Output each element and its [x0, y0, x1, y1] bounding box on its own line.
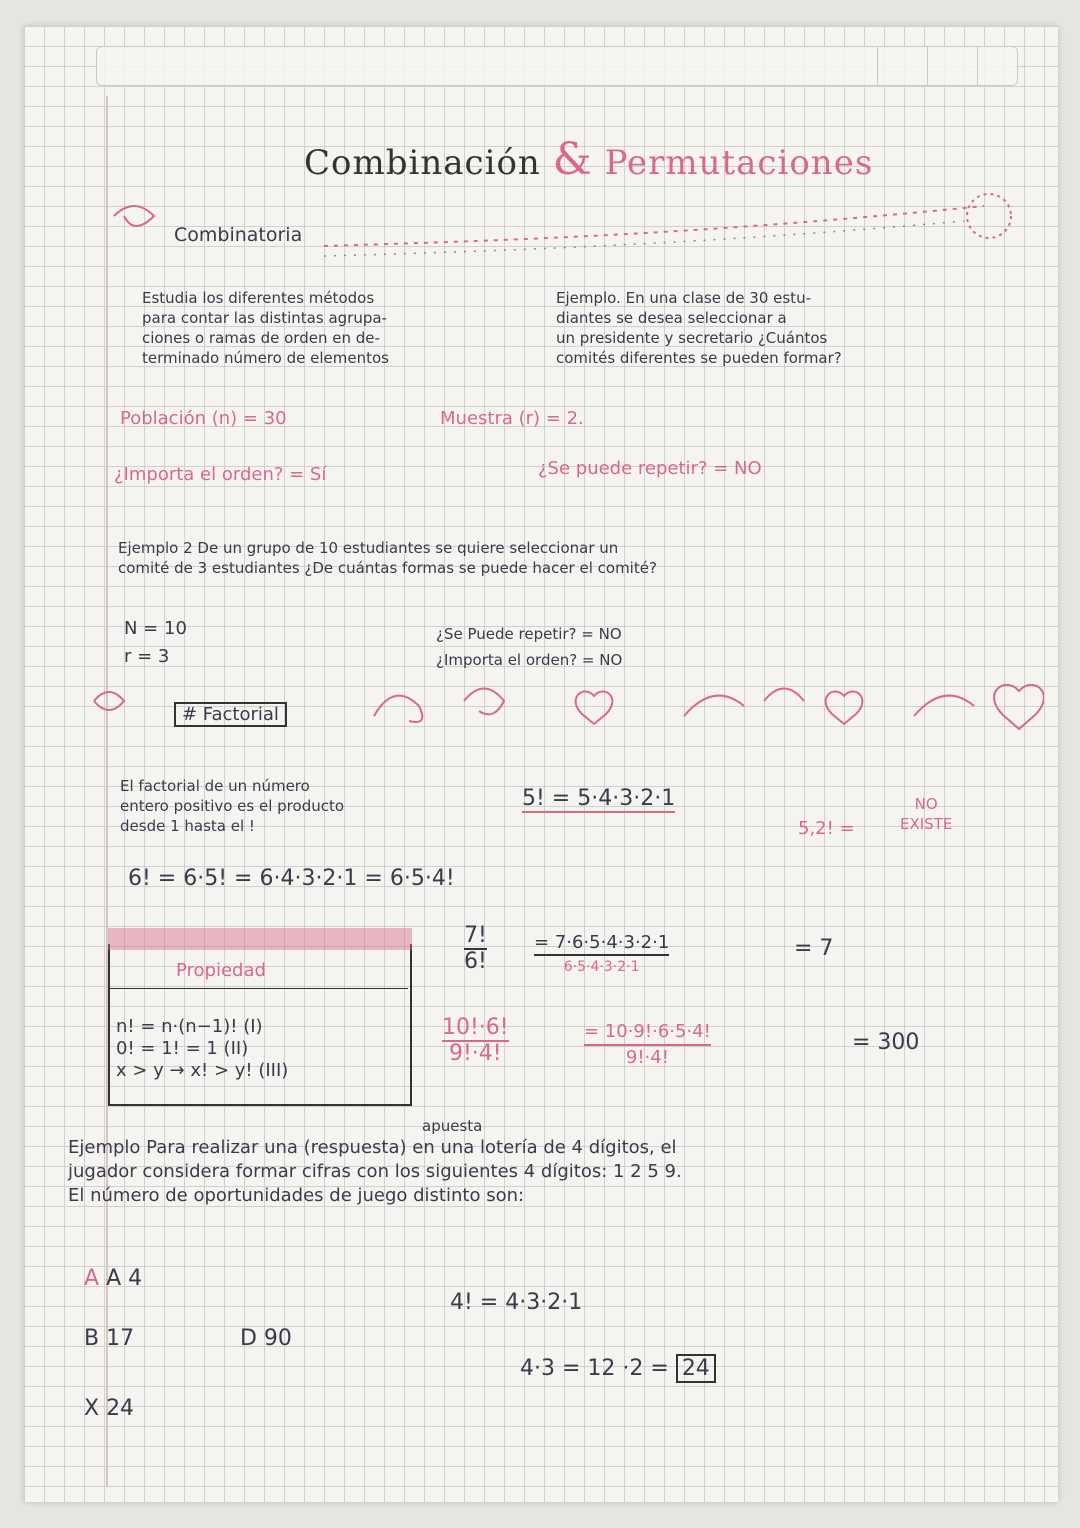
answer-box: 24 — [676, 1354, 716, 1383]
example2-repetir: ¿Se Puede repetir? = NO — [436, 625, 622, 643]
example2-orden: ¿Importa el orden? = NO — [436, 651, 623, 669]
eq-6-factorial: 6! = 6·5! = 6·4·3·2·1 = 6·5·4! — [128, 866, 455, 891]
factorial-definition: El factorial de un número entero positivo es el producto desde 1 hasta el ! — [120, 777, 345, 835]
eq-7-expanded: = 7·6·5·4·3·2·1 6·5·4·3·2·1 — [534, 932, 670, 975]
option-a: A A 4 — [84, 1266, 143, 1291]
eq-5-factorial: 5! = 5·4·3·2·1 — [522, 786, 676, 811]
eq-10-fraction: 10!·6! 9!·4! — [442, 1015, 509, 1066]
header-bar — [96, 46, 1018, 86]
option-x-selected: X 24 — [84, 1396, 135, 1421]
option-d: D 90 — [240, 1326, 292, 1351]
propiedad-lines: n! = n·(n−1)! (I) 0! = 1! = 1 (II) x > y → x! > y! (III) — [116, 1016, 289, 1081]
poblacion-value: Población (n) = 30 — [120, 408, 287, 429]
example3-text: Ejemplo Para realizar una (respuesta) en una lotería de 4 dígitos, el jugador considera formar cifras con los siguientes 4 dígitos: 1 2 5 9. El número de oportunidades de juego distinto son: — [68, 1137, 682, 1206]
notebook-page — [24, 26, 1058, 1502]
propiedad-header-band — [108, 928, 412, 950]
factorial-heading: # Factorial — [174, 702, 287, 727]
no-existe-note: NO EXISTE — [900, 795, 953, 833]
page-title: Combinación & Permutaciones — [304, 134, 874, 185]
example2-text: Ejemplo 2 De un grupo de 10 estudiantes se quiere seleccionar un comité de 3 estudiantes ¿De cuántas formas se puede hacer el comité? — [118, 539, 657, 577]
section-heading-combinatoria: Combinatoria — [174, 224, 303, 246]
eq-52-factorial: 5,2! = — [798, 818, 855, 839]
importa-orden: ¿Importa el orden? = Sí — [114, 464, 327, 485]
eq-10-result: = 300 — [852, 1030, 920, 1055]
eq-7-fraction: 7! 6! — [464, 923, 487, 974]
muestra-value: Muestra (r) = 2. — [440, 408, 584, 429]
example2-r: r = 3 — [124, 646, 170, 667]
calc-product: 4·3 = 12 ·2 = 24 — [520, 1356, 716, 1381]
eq-10-expanded: = 10·9!·6·5·4! 9!·4! — [584, 1021, 711, 1068]
example1-text: Ejemplo. En una clase de 30 estu- diantes se desea seleccionar a un presidente y secretario ¿Cuántos comités diferentes se pueden formar? — [556, 289, 842, 367]
example2-n: N = 10 — [124, 618, 187, 639]
propiedad-heading: Propiedad — [176, 960, 266, 981]
option-b: B 17 — [84, 1326, 135, 1351]
apuesta-note: apuesta — [422, 1117, 483, 1135]
propiedad-divider — [108, 988, 408, 989]
combinatoria-definition: Estudia los diferentes métodos para contar las distintas agrupa- ciones o ramas de orden en de- terminado número de elementos — [142, 289, 389, 367]
calc-4-factorial: 4! = 4·3·2·1 — [450, 1290, 583, 1315]
se-puede-repetir: ¿Se puede repetir? = NO — [538, 458, 762, 479]
eq-7-result: = 7 — [794, 936, 834, 961]
